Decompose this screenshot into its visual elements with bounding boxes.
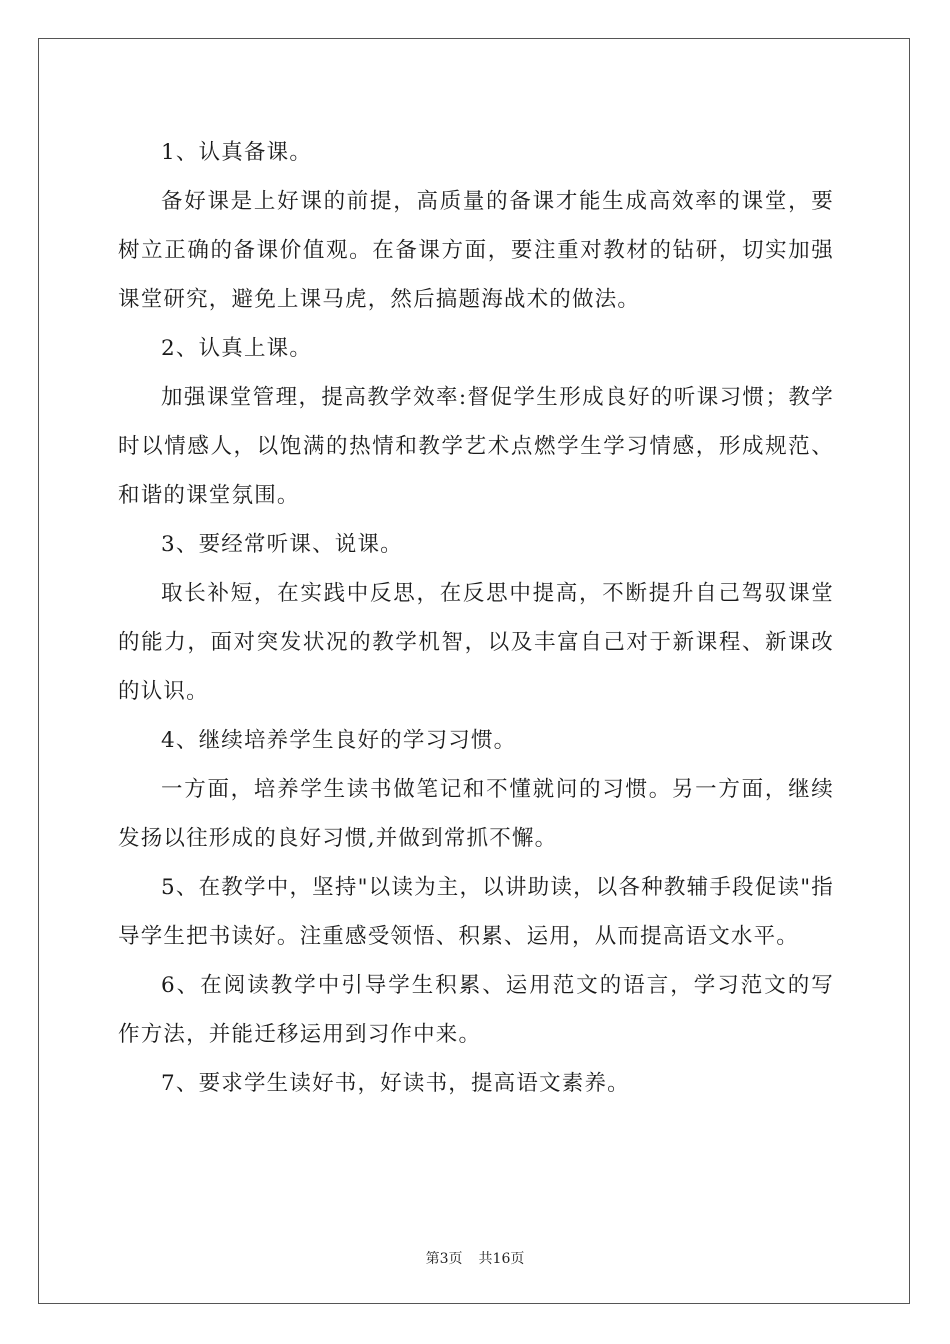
section-heading-4: 4、继续培养学生良好的学习习惯。 <box>161 728 517 753</box>
section-heading-2: 2、认真上课。 <box>161 336 313 361</box>
section-body-4: 一方面，培养学生读书做笔记和不懂就问的习惯。另一方面，继续发扬以往形成的良好习惯,并做到常抓不懈。 <box>118 777 834 851</box>
section-heading-1: 1、认真备课。 <box>161 140 313 165</box>
page-footer <box>0 1248 950 1268</box>
section-heading-3: 3、要经常听课、说课。 <box>161 532 403 557</box>
list-item-6: 6、在阅读教学中引导学生积累、运用范文的语言，学习范文的写作方法，并能迁移运用到习作中来。 <box>118 973 834 1047</box>
section-body-1: 备好课是上好课的前提，高质量的备课才能生成高效率的课堂，要树立正确的备课价值观。在备课方面，要注重对教材的钻研，切实加强课堂研究，避免上课马虎，然后搞题海战术的做法。 <box>118 189 834 312</box>
section-body-3: 取长补短，在实践中反思，在反思中提高，不断提升自己驾驭课堂的能力，面对突发状况的教学机智，以及丰富自己对于新课程、新课改的认识。 <box>118 581 834 704</box>
list-item-5: 5、在教学中，坚持"以读为主，以讲助读，以各种教辅手段促读"指导学生把书读好。注重感受领悟、积累、运用，从而提高语文水平。 <box>118 875 834 949</box>
list-item-7: 7、要求学生读好书，好读书，提高语文素养。 <box>161 1071 630 1096</box>
page-number: 第3页 <box>425 1251 463 1267</box>
page-total: 共16页 <box>478 1251 525 1267</box>
section-body-2: 加强课堂管理，提高教学效率:督促学生形成良好的听课习惯；教学时以情感人，以饱满的热情和教学艺术点燃学生学习情感，形成规范、和谐的课堂氛围。 <box>118 385 834 508</box>
document-body <box>118 128 834 1108</box>
